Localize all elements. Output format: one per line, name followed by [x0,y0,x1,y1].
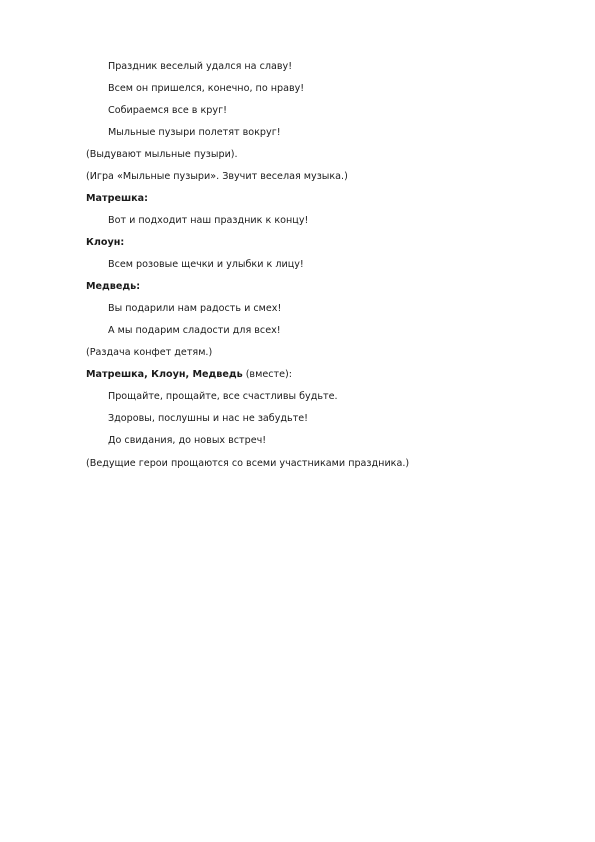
verse-line: Прощайте, прощайте, все счастливы будьте. [108,391,338,402]
verse-line: Вы подарили нам радость и смех! [108,303,282,314]
verse-line: Здоровы, послушны и нас не забудьте! [108,413,309,424]
speaker-line [86,369,292,381]
verse-line: До свидания, до новых встреч! [108,435,267,446]
verse-line: А мы подарим сладости для всех! [108,325,281,336]
verse-line: Собираемся все в круг! [108,105,227,116]
speaker-name: Клоун: [86,237,125,248]
stage-direction: (Выдувают мыльные пузыри). [86,149,238,160]
speaker-note: (вместе): [242,369,292,380]
verse-line: Всем розовые щечки и улыбки к лицу! [108,259,304,270]
speaker-name: Медведь: [86,281,141,292]
speaker-name: Матрешка, Клоун, Медведь [86,369,243,380]
stage-direction: (Игра «Мыльные пузыри». Звучит веселая музыка.) [86,171,348,182]
verse-line: Вот и подходит наш праздник к концу! [108,215,309,226]
verse-line: Праздник веселый удался на славу! [108,61,293,72]
stage-direction: (Раздача конфет детям.) [86,347,213,358]
speaker-name: Матрешка: [86,193,148,204]
stage-direction: (Ведущие герои прощаются со всеми участниками праздника.) [86,458,410,469]
verse-line: Всем он пришелся, конечно, по нраву! [108,83,305,94]
verse-line: Мыльные пузыри полетят вокруг! [108,127,281,138]
